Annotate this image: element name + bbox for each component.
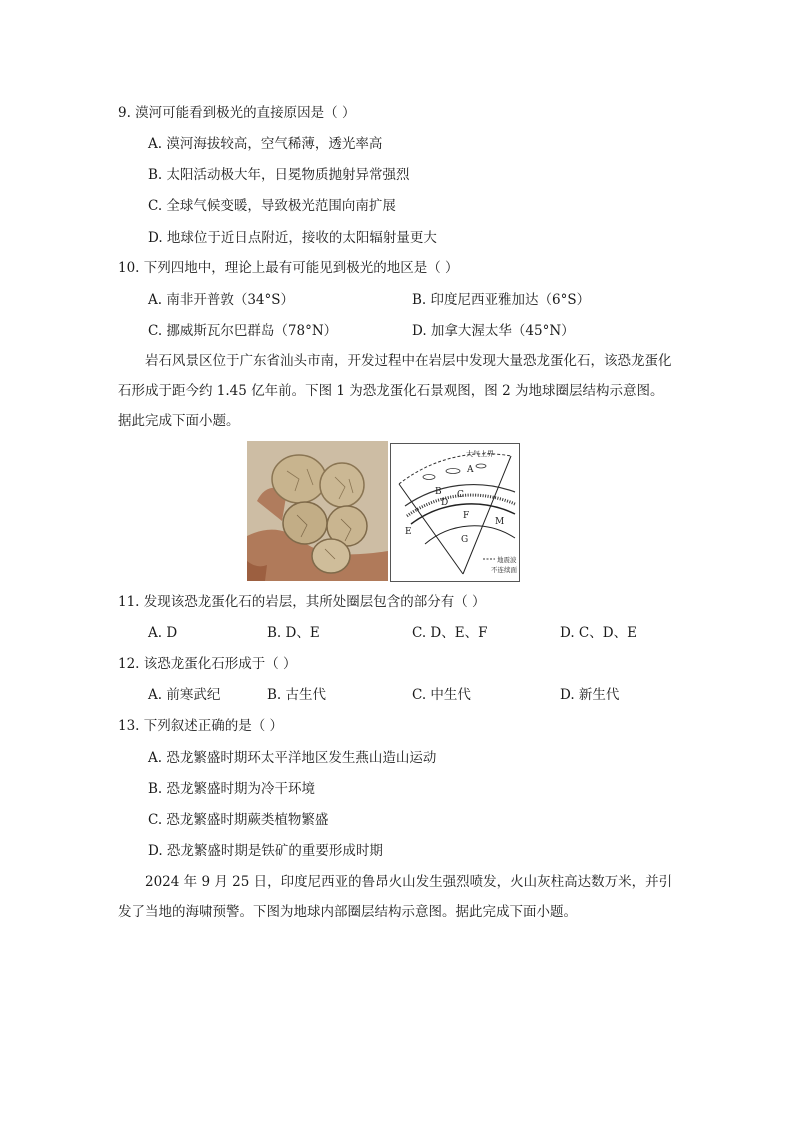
label-atmosphere-top: 大气上界	[466, 450, 494, 458]
q13-option-c: C. 恐龙繁盛时期蕨类植物繁盛	[148, 812, 329, 828]
q9-option-d: D. 地球位于近日点附近，接收的太阳辐射量更大	[148, 230, 437, 246]
passage-dinosaur-eggs: 岩石风景区位于广东省汕头市南，开发过程中在岩层中发现大量恐龙蛋化石，该恐龙蛋化石形成于距今约 1.45 亿年前。下图 1 为恐龙蛋化石景观图，图 2 为地球圈层结构示意图。据此完成下面小题。	[118, 353, 672, 429]
q9-stem: 9. 漠河可能看到极光的直接原因是（ ）	[118, 105, 356, 121]
q13-option-d: D. 恐龙繁盛时期是铁矿的重要形成时期	[148, 843, 383, 859]
label-G: G	[461, 535, 469, 545]
legend-line2: 不连续面	[491, 566, 517, 574]
passage-volcano: 2024 年 9 月 25 日，印度尼西亚的鲁昂火山发生强烈喷发，火山灰柱高达数万米，并引发了当地的海啸预警。下图为地球内部圈层结构示意图。据此完成下面小题。	[118, 874, 673, 920]
q12-option-b: B. 古生代	[267, 687, 327, 703]
q13-option-b: B. 恐龙繁盛时期为冷干环境	[148, 781, 316, 797]
q9-option-b: B. 太阳活动极大年，日冕物质抛射异常强烈	[148, 167, 410, 183]
q11-option-d: D. C、D、E	[560, 625, 637, 641]
q10-option-a: A. 南非开普敦（34°S）	[148, 292, 295, 308]
q13-option-a: A. 恐龙繁盛时期环太平洋地区发生燕山造山运动	[148, 750, 437, 766]
q10-stem: 10. 下列四地中，理论上最有可能见到极光的地区是（ ）	[118, 260, 459, 276]
earth-sphere-structure-diagram	[390, 443, 520, 582]
q9-option-a: A. 漠河海拔较高，空气稀薄，透光率高	[148, 136, 383, 152]
q12-option-c: C. 中生代	[412, 687, 471, 703]
dinosaur-egg-photo	[247, 441, 388, 581]
dinosaur-egg-fossil-image	[247, 441, 388, 581]
label-A: A	[467, 465, 474, 475]
label-M: M	[495, 517, 505, 527]
label-D: D	[441, 498, 449, 508]
label-F: F	[463, 511, 470, 521]
label-E: E	[405, 527, 412, 537]
q11-option-c: C. D、E、F	[412, 625, 488, 641]
q13-stem: 13. 下列叙述正确的是（ ）	[118, 718, 284, 734]
q9-option-c: C. 全球气候变暖，导致极光范围向南扩展	[148, 198, 396, 214]
q11-stem: 11. 发现该恐龙蛋化石的岩层，其所处圈层包含的部分有（ ）	[118, 594, 486, 610]
label-B: B	[435, 487, 442, 497]
q12-option-a: A. 前寒武纪	[148, 687, 221, 703]
q11-option-b: B. D、E	[267, 625, 320, 641]
q12-option-d: D. 新生代	[560, 687, 620, 703]
label-C: C	[457, 490, 464, 500]
q10-option-b: B. 印度尼西亚雅加达（6°S）	[412, 292, 591, 308]
q11-option-a: A. D	[148, 625, 178, 641]
q12-stem: 12. 该恐龙蛋化石形成于（ ）	[118, 656, 297, 672]
legend-line1: 地震波	[497, 556, 517, 564]
q10-option-d: D. 加拿大渥太华（45°N）	[412, 323, 575, 339]
q10-option-c: C. 挪威斯瓦尔巴群岛（78°N）	[148, 323, 338, 339]
